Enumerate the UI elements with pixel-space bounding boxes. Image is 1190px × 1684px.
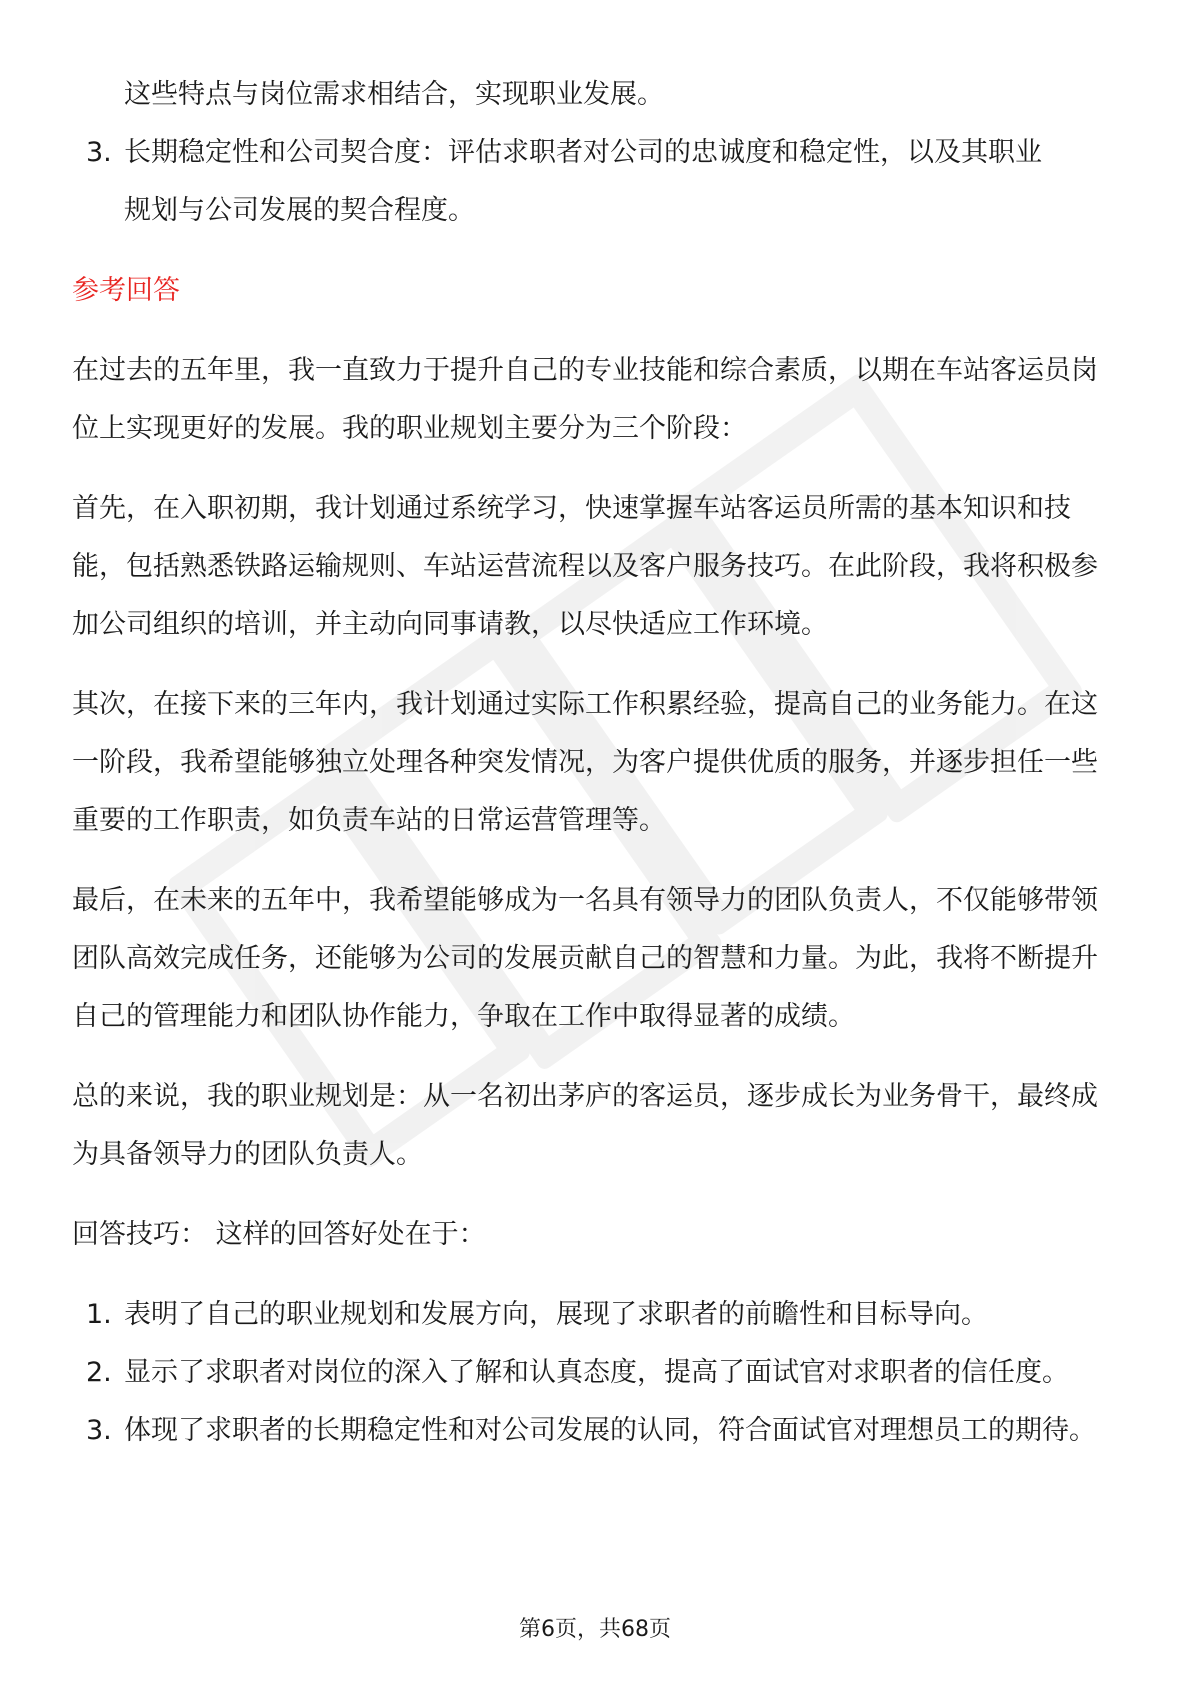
page-content <box>72 66 1122 1460</box>
tips-item <box>72 1344 1122 1402</box>
tips-list <box>72 1286 1122 1460</box>
answer-paragraph: 最后，在未来的五年中，我希望能够成为一名具有领导力的团队负责人，不仅能够带领团队高效完成任务，还能够为公司的发展贡献自己的智慧和力量。为此，我将不断提升自己的管理能力和团队协作能力，争取在工作中取得显著的成绩。 <box>72 885 1098 1032</box>
answer-paragraph: 其次，在接下来的三年内，我计划通过实际工作积累经验，提高自己的业务能力。在这一阶段，我希望能够独立处理各种突发情况，为客户提供优质的服务，并逐步担任一些重要的工作职责，如负责车站的日常运营管理等。 <box>72 689 1098 836</box>
tips-item <box>72 1286 1122 1344</box>
tips-label: 回答技巧： 这样的回答好处在于： <box>72 1219 486 1250</box>
tips-item-text: 显示了求职者对岗位的深入了解和认真态度，提高了面试官对求职者的信任度。 <box>124 1357 1069 1388</box>
list-number: 3. <box>86 1415 112 1446</box>
page-footer: 第6页，共68页 <box>519 1617 671 1642</box>
answer-paragraph: 在过去的五年里，我一直致力于提升自己的专业技能和综合素质，以期在车站客运员岗位上实现更好的发展。我的职业规划主要分为三个阶段： <box>72 355 1098 444</box>
criteria-item-3-line1: 长期稳定性和公司契合度：评估求职者对公司的忠诚度和稳定性，以及其职业 <box>124 137 1042 168</box>
tips-item-text: 体现了求职者的长期稳定性和对公司发展的认同，符合面试官对理想员工的期待。 <box>124 1415 1096 1446</box>
tips-item <box>72 1402 1122 1460</box>
tips-item-text: 表明了自己的职业规划和发展方向，展现了求职者的前瞻性和目标导向。 <box>124 1299 988 1330</box>
answer-paragraph: 总的来说，我的职业规划是：从一名初出茅庐的客运员，逐步成长为业务骨干，最终成为具备领导力的团队负责人。 <box>72 1081 1098 1170</box>
section-heading: 参考回答 <box>72 275 180 306</box>
list-number: 1. <box>86 1299 112 1330</box>
list-number: 3. <box>86 137 112 168</box>
criteria-item-3 <box>72 124 1122 240</box>
answer-paragraph: 首先，在入职初期，我计划通过系统学习，快速掌握车站客运员所需的基本知识和技能，包括熟悉铁路运输规则、车站运营流程以及客户服务技巧。在此阶段，我将积极参加公司组织的培训，并主动向同事请教，以尽快适应工作环境。 <box>72 493 1098 640</box>
criteria-item-3-line2: 规划与公司发展的契合程度。 <box>124 195 475 226</box>
list-number: 2. <box>86 1357 112 1388</box>
intro-continuation: 这些特点与岗位需求相结合，实现职业发展。 <box>124 79 664 110</box>
